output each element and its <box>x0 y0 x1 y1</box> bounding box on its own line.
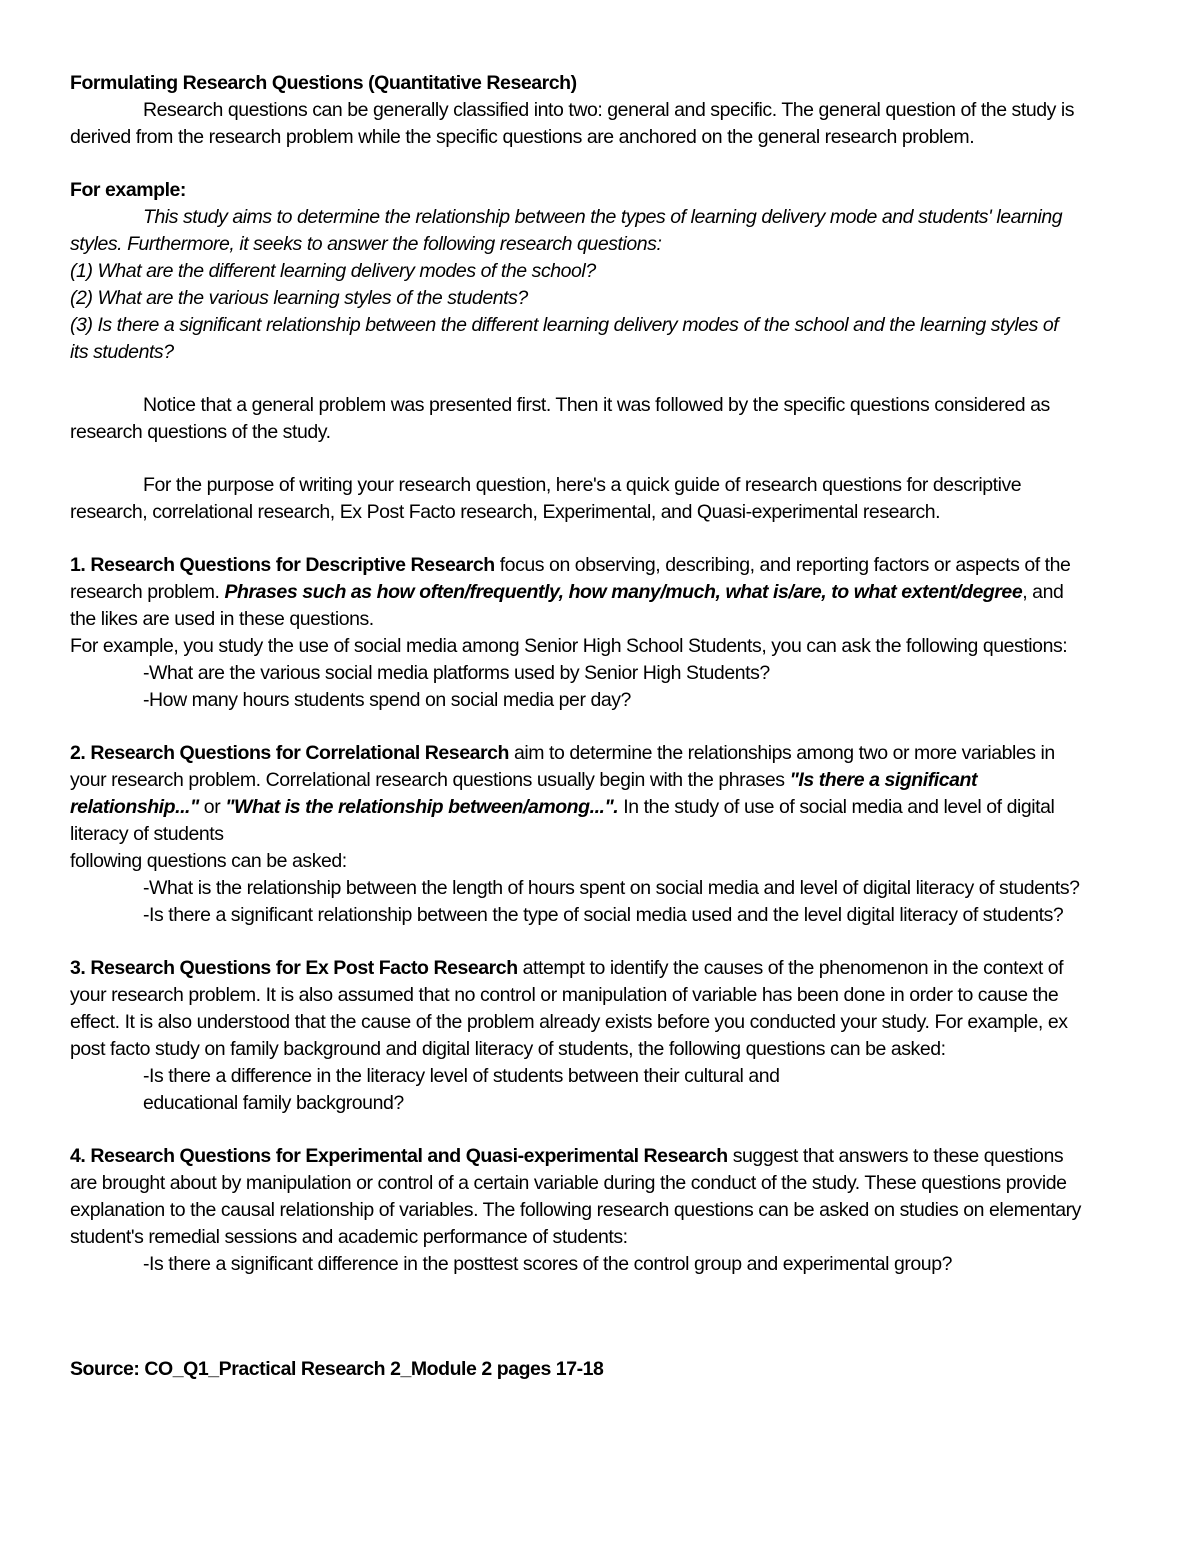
spacer <box>70 151 1135 177</box>
section-3-line-4: post facto study on family background and digital literacy of students, the following questions can be asked: <box>70 1038 946 1060</box>
notice-line-2: research questions of the study. <box>70 421 331 443</box>
section-4-line-4: student's remedial sessions and academic performance of students: <box>70 1226 628 1248</box>
document-page <box>70 70 1135 1383</box>
intro-line-2: derived from the research problem while the specific questions are anchored on the general research problem. <box>70 126 975 148</box>
example-question-3: (3) Is there a significant relationship between the different learning delivery modes of the school and the learning styles of <box>70 314 1059 336</box>
section-2-text: In the study of use of social media and level of digital <box>618 796 1055 818</box>
spacer <box>70 714 1135 740</box>
section-3-question-1-cont: educational family background? <box>143 1092 404 1114</box>
example-line-2: styles. Furthermore, it seeks to answer the following research questions: <box>70 233 662 255</box>
section-3-text: attempt to identify the causes of the phenomenon in the context of <box>517 957 1064 979</box>
notice-line-1: Notice that a general problem was presented first. Then it was followed by the specific questions considered as <box>143 394 1050 416</box>
example-heading: For example: <box>70 179 186 201</box>
section-2-line-1 <box>70 740 1135 767</box>
section-2-line-2 <box>70 767 1135 794</box>
section-1-question-2: -How many hours students spend on social media per day? <box>143 689 631 711</box>
purpose-line-1: For the purpose of writing your research question, here's a quick guide of research questions for descriptive <box>143 474 1022 496</box>
section-3-line-3: effect. It is also understood that the cause of the problem already exists before you conducted your study. For example, ex <box>70 1011 1068 1033</box>
purpose-line-2: research, correlational research, Ex Post Facto research, Experimental, and Quasi-experimental research. <box>70 501 941 523</box>
section-4-question-1: -Is there a significant difference in the posttest scores of the control group and experimental group? <box>143 1253 952 1275</box>
section-4-line-1 <box>70 1143 1135 1170</box>
section-1-heading: 1. Research Questions for Descriptive Research <box>70 554 495 576</box>
section-1-phrases: Phrases such as how often/frequently, how many/much, what is/are, to what extent/degree <box>224 581 1023 603</box>
section-2-text: your research problem. Correlational research questions usually begin with the phrases <box>70 769 790 791</box>
spacer <box>70 366 1135 392</box>
section-2-heading: 2. Research Questions for Correlational Research <box>70 742 509 764</box>
spacer <box>70 446 1135 472</box>
section-1-text: , and <box>1022 581 1064 603</box>
section-2-line-4: literacy of students <box>70 823 224 845</box>
section-1-line-2 <box>70 579 1135 606</box>
section-3-heading: 3. Research Questions for Ex Post Facto Research <box>70 957 518 979</box>
section-1-question-1: -What are the various social media platforms used by Senior High Students? <box>143 662 770 684</box>
example-line-1: This study aims to determine the relationship between the types of learning delivery mode and students' learning <box>143 206 1063 228</box>
section-2-text: or <box>198 796 226 818</box>
section-2-question-2: -Is there a significant relationship between the type of social media used and the level digital literacy of students? <box>143 904 1064 926</box>
section-4-text: suggest that answers to these questions <box>727 1145 1064 1167</box>
section-3-line-1 <box>70 955 1135 982</box>
section-2-question-1: -What is the relationship between the length of hours spent on social media and level of digital literacy of students? <box>143 877 1080 899</box>
section-1-text: focus on observing, describing, and reporting factors or aspects of the <box>494 554 1071 576</box>
section-1-line-4: For example, you study the use of social media among Senior High School Students, you can ask the following questions: <box>70 635 1068 657</box>
section-2-phrase: "What is the relationship between/among...". <box>225 796 619 818</box>
spacer <box>70 1330 1135 1356</box>
section-1-text: research problem. <box>70 581 225 603</box>
section-2-line-3 <box>70 794 1135 821</box>
example-question-2: (2) What are the various learning styles of the students? <box>70 287 528 309</box>
intro-line-1: Research questions can be generally classified into two: general and specific. The general question of the study is <box>143 99 1075 121</box>
document-title: Formulating Research Questions (Quantitative Research) <box>70 72 577 94</box>
section-1-line-3: the likes are used in these questions. <box>70 608 374 630</box>
example-question-1: (1) What are the different learning delivery modes of the school? <box>70 260 596 282</box>
source-citation: Source: CO_Q1_Practical Research 2_Module 2 pages 17-18 <box>70 1358 604 1380</box>
section-1-line-1 <box>70 552 1135 579</box>
section-3-line-2: your research problem. It is also assumed that no control or manipulation of variable has been done in order to cause the <box>70 984 1059 1006</box>
section-2-phrase: "Is there a significant <box>789 769 978 791</box>
section-4-heading: 4. Research Questions for Experimental and Quasi-experimental Research <box>70 1145 728 1167</box>
spacer <box>70 929 1135 955</box>
section-2-phrase: relationship..." <box>70 796 199 818</box>
section-4-line-3: explanation to the causal relationship of variables. The following research questions can be asked on studies on elementary <box>70 1199 1081 1221</box>
example-question-3-cont: its students? <box>70 341 174 363</box>
section-2-text: aim to determine the relationships among two or more variables in <box>508 742 1055 764</box>
spacer <box>70 526 1135 552</box>
spacer <box>70 1278 1135 1330</box>
section-3-question-1: -Is there a difference in the literacy level of students between their cultural and <box>143 1065 780 1087</box>
section-4-line-2: are brought about by manipulation or control of a certain variable during the conduct of the study. These questions provide <box>70 1172 1067 1194</box>
section-2-line-5: following questions can be asked: <box>70 850 347 872</box>
spacer <box>70 1117 1135 1143</box>
